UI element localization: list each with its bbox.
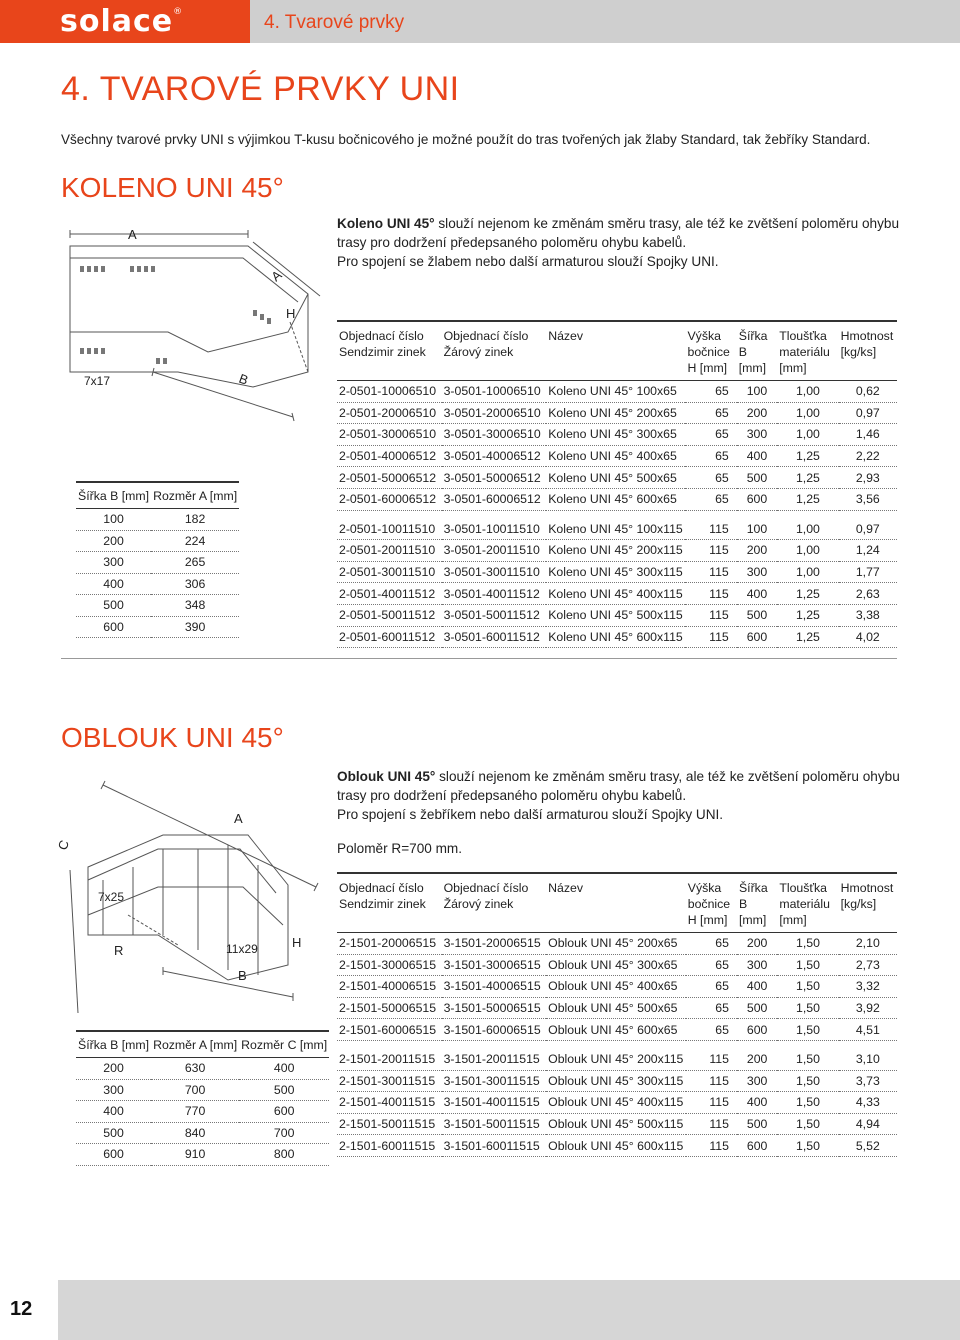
page-number: 12 — [10, 1298, 33, 1320]
oblouk-label-h: H — [292, 935, 302, 950]
group-gap — [337, 510, 897, 519]
table-cell: 3-0501-10006510 — [442, 381, 547, 403]
table-cell: 2-1501-20011515 — [337, 1049, 442, 1070]
gap-cell — [337, 1040, 897, 1049]
table-row — [337, 519, 897, 540]
brand-name: solace — [60, 4, 174, 39]
column-header: Objednací číslo Sendzimir zinek — [337, 873, 442, 933]
table-cell: 100 — [76, 509, 151, 531]
table-cell: 1,50 — [777, 954, 838, 976]
koleno-product-table — [337, 320, 897, 648]
table-row — [337, 402, 897, 424]
oblouk-label-c: C — [54, 838, 73, 853]
table-cell: 3-1501-60011515 — [442, 1135, 547, 1157]
table-row — [337, 561, 897, 583]
table-cell: 910 — [151, 1144, 239, 1166]
table-cell: 700 — [239, 1122, 329, 1144]
section-divider — [61, 658, 897, 659]
table-cell: 3-0501-20006510 — [442, 402, 547, 424]
column-header: Název — [546, 873, 686, 933]
table-cell: 2-1501-30006515 — [337, 954, 442, 976]
table-cell: 1,50 — [777, 1113, 838, 1135]
oblouk-desc-text: slouží nejenom ke změnám směru trasy, ale též ke zvětšení poloměru ohybu trasy pro dodržení předepsaného poloměru ohybu kabelů. — [337, 769, 900, 803]
table-cell: 200 — [737, 1049, 777, 1070]
table-cell: 2-0501-10006510 — [337, 381, 442, 403]
table-row — [337, 626, 897, 648]
table-cell: 4,02 — [839, 626, 897, 648]
table-cell: 2-0501-20006510 — [337, 402, 442, 424]
table-row — [337, 1070, 897, 1092]
table-cell: 1,25 — [777, 604, 838, 626]
table-cell: 1,46 — [839, 424, 897, 446]
table-cell: 3-1501-20011515 — [442, 1049, 547, 1070]
oblouk-desc-line2: Pro spojení s žebříkem nebo další armaturou slouží Spojky UNI. — [337, 807, 724, 822]
table-cell: Koleno UNI 45° 100x115 — [546, 519, 685, 540]
table-cell: 65 — [686, 954, 737, 976]
table-cell: 400 — [737, 583, 777, 605]
oblouk-label-hole1: 7x25 — [98, 890, 125, 904]
table-cell: 2-1501-30011515 — [337, 1070, 442, 1092]
table-cell: 300 — [737, 561, 777, 583]
table-cell: 300 — [737, 1070, 777, 1092]
table-row — [76, 573, 239, 595]
koleno-label-a2: A — [268, 267, 285, 285]
table-cell: 2,93 — [839, 467, 897, 489]
table-row — [337, 381, 897, 403]
table-cell: 840 — [151, 1122, 239, 1144]
table-cell: Koleno UNI 45° 500x65 — [546, 467, 685, 489]
table-cell: 3,10 — [839, 1049, 897, 1070]
table-row — [76, 509, 239, 531]
table-cell: 3-1501-40011515 — [442, 1092, 547, 1114]
table-cell: 3-0501-60006512 — [442, 488, 547, 510]
table-row — [337, 604, 897, 626]
table-cell: 1,50 — [777, 976, 838, 998]
column-header: Objednací číslo Žárový zinek — [442, 873, 547, 933]
table-cell: 115 — [685, 583, 736, 605]
table-cell: 3-1501-20006515 — [442, 933, 547, 955]
column-header: Šířka B [mm] — [737, 873, 777, 933]
koleno-label-a1: A — [128, 227, 137, 242]
table-cell: 300 — [76, 1079, 151, 1101]
table-cell: 2-1501-40006515 — [337, 976, 442, 998]
table-cell: 4,94 — [839, 1113, 897, 1135]
column-header: Šířka B [mm] — [737, 321, 777, 381]
table-cell: 65 — [685, 424, 736, 446]
oblouk-size-table — [76, 1030, 329, 1166]
table-cell: 400 — [737, 976, 777, 998]
koleno-label-b: B — [236, 370, 251, 388]
table-cell: 115 — [685, 561, 736, 583]
table-cell: 1,00 — [777, 519, 838, 540]
column-header: Rozměr A [mm] — [151, 482, 239, 509]
table-cell: 3,73 — [839, 1070, 897, 1092]
table-cell: 3,92 — [839, 997, 897, 1019]
table-cell: Koleno UNI 45° 600x65 — [546, 488, 685, 510]
table-cell: Koleno UNI 45° 500x115 — [546, 604, 685, 626]
table-cell: 200 — [737, 402, 777, 424]
table-cell: 1,00 — [777, 424, 838, 446]
table-cell: 200 — [737, 540, 777, 562]
table-cell: 3-1501-50011515 — [442, 1113, 547, 1135]
column-header: Šířka B [mm] — [76, 1031, 151, 1058]
table-cell: 224 — [151, 530, 239, 552]
table-cell: 770 — [151, 1101, 239, 1123]
table-cell: Oblouk UNI 45° 400x65 — [546, 976, 686, 998]
table-cell: 600 — [76, 1144, 151, 1166]
column-header: Tloušťka materiálu [mm] — [777, 321, 838, 381]
section-tag: 4. Tvarové prvky — [264, 12, 405, 33]
table-cell: 400 — [76, 1101, 151, 1123]
table-cell: 630 — [151, 1058, 239, 1080]
table-row — [337, 424, 897, 446]
oblouk-desc-bold: Oblouk UNI 45° — [337, 769, 436, 784]
table-row — [337, 976, 897, 998]
table-cell: 300 — [737, 954, 777, 976]
table-cell: 400 — [737, 1092, 777, 1114]
table-cell: 65 — [686, 997, 737, 1019]
table-cell: 2-0501-30006510 — [337, 424, 442, 446]
table-cell: 1,50 — [777, 933, 838, 955]
table-cell: 2-0501-30011510 — [337, 561, 442, 583]
oblouk-radius: Poloměr R=700 mm. — [337, 841, 463, 856]
table-row — [337, 997, 897, 1019]
table-cell: 3-0501-30011510 — [442, 561, 547, 583]
table-cell: 3-1501-40006515 — [442, 976, 547, 998]
table-cell: 600 — [737, 1019, 777, 1041]
table-cell: 800 — [239, 1144, 329, 1166]
table-row — [337, 540, 897, 562]
column-header: Výška bočnice H [mm] — [686, 873, 737, 933]
group-gap — [337, 1040, 897, 1049]
table-row — [76, 1058, 329, 1080]
table-cell: 200 — [737, 933, 777, 955]
table-cell: 1,25 — [777, 445, 838, 467]
table-cell: 1,50 — [777, 997, 838, 1019]
table-cell: 65 — [685, 467, 736, 489]
table-cell: 2-0501-60011512 — [337, 626, 442, 648]
koleno-title: KOLENO UNI 45° — [61, 172, 284, 203]
intro-text: Všechny tvarové prvky UNI s výjimkou T-kusu bočnicového je možné použít do tras tvořených jak žlaby Standard, tak žebříky Standard. — [61, 132, 871, 147]
table-cell: 3,56 — [839, 488, 897, 510]
table-cell: 3-1501-30006515 — [442, 954, 547, 976]
table-cell: 1,25 — [777, 626, 838, 648]
oblouk-title: OBLOUK UNI 45° — [61, 722, 284, 753]
oblouk-label-a: A — [234, 811, 243, 826]
table-cell: 500 — [737, 604, 777, 626]
table-cell: 115 — [686, 1113, 737, 1135]
table-row — [337, 954, 897, 976]
table-cell: 500 — [76, 1122, 151, 1144]
gap-cell — [337, 510, 897, 519]
table-cell: 348 — [151, 595, 239, 617]
table-cell: 200 — [76, 530, 151, 552]
table-cell: 65 — [685, 381, 736, 403]
table-cell: 600 — [239, 1101, 329, 1123]
oblouk-label-r: R — [114, 943, 124, 958]
table-cell: 400 — [76, 573, 151, 595]
table-row — [337, 1092, 897, 1114]
table-cell: Oblouk UNI 45° 200x65 — [546, 933, 686, 955]
table-row — [337, 933, 897, 955]
table-cell: 1,50 — [777, 1135, 838, 1157]
table-cell: 3-0501-40011512 — [442, 583, 547, 605]
table-cell: Koleno UNI 45° 400x65 — [546, 445, 685, 467]
table-cell: 1,00 — [777, 561, 838, 583]
table-cell: Koleno UNI 45° 100x65 — [546, 381, 685, 403]
table-cell: 400 — [239, 1058, 329, 1080]
table-cell: Oblouk UNI 45° 600x115 — [546, 1135, 686, 1157]
column-header: Rozměr A [mm] — [151, 1031, 239, 1058]
table-cell: 2-0501-60006512 — [337, 488, 442, 510]
table-cell: Oblouk UNI 45° 600x65 — [546, 1019, 686, 1041]
page-title: 4. TVAROVÉ PRVKY UNI — [61, 70, 460, 108]
table-cell: 115 — [686, 1070, 737, 1092]
koleno-drawing — [58, 222, 328, 422]
table-row — [76, 595, 239, 617]
oblouk-product-table — [337, 872, 897, 1157]
table-row — [76, 1122, 329, 1144]
table-cell: 2,63 — [839, 583, 897, 605]
koleno-desc-line2: Pro spojení se žlabem nebo další armaturou slouží Spojky UNI. — [337, 254, 719, 269]
table-cell: 2-0501-20011510 — [337, 540, 442, 562]
table-cell: 5,52 — [839, 1135, 897, 1157]
table-cell: Koleno UNI 45° 300x115 — [546, 561, 685, 583]
table-cell: Oblouk UNI 45° 200x115 — [546, 1049, 686, 1070]
table-cell: 600 — [737, 626, 777, 648]
table-cell: 1,00 — [777, 381, 838, 403]
table-cell: 2-1501-60006515 — [337, 1019, 442, 1041]
column-header: Výška bočnice H [mm] — [685, 321, 736, 381]
oblouk-label-b: B — [238, 968, 247, 983]
table-cell: 1,00 — [777, 540, 838, 562]
column-header: Tloušťka materiálu [mm] — [777, 873, 838, 933]
column-header: Šířka B [mm] — [76, 482, 151, 509]
table-cell: 600 — [737, 488, 777, 510]
table-cell: 182 — [151, 509, 239, 531]
table-cell: 3,32 — [839, 976, 897, 998]
table-cell: 3-0501-50011512 — [442, 604, 547, 626]
table-cell: 115 — [685, 519, 736, 540]
table-cell: 2-1501-60011515 — [337, 1135, 442, 1157]
table-header-row — [76, 482, 239, 509]
table-cell: 2-1501-40011515 — [337, 1092, 442, 1114]
table-cell: 300 — [737, 424, 777, 446]
table-cell: 115 — [686, 1049, 737, 1070]
table-cell: 115 — [685, 626, 736, 648]
table-cell: 1,50 — [777, 1092, 838, 1114]
table-cell: Koleno UNI 45° 600x115 — [546, 626, 685, 648]
column-header: Hmotnost [kg/ks] — [839, 321, 897, 381]
table-cell: 3-1501-60006515 — [442, 1019, 547, 1041]
oblouk-label-hole2: 11x29 — [226, 942, 258, 956]
table-cell: 0,97 — [839, 519, 897, 540]
table-cell: 2-0501-50006512 — [337, 467, 442, 489]
table-cell: 1,50 — [777, 1049, 838, 1070]
table-cell: 115 — [686, 1092, 737, 1114]
table-cell: 3-0501-30006510 — [442, 424, 547, 446]
table-cell: 1,50 — [777, 1070, 838, 1092]
column-header: Objednací číslo Žárový zinek — [442, 321, 547, 381]
table-row — [76, 1144, 329, 1166]
table-cell: 3-1501-50006515 — [442, 997, 547, 1019]
table-cell: 65 — [685, 488, 736, 510]
koleno-label-hole: 7x17 — [84, 374, 111, 388]
brand-logo — [60, 4, 183, 39]
table-header-row — [337, 321, 897, 381]
table-cell: 3-0501-60011512 — [442, 626, 547, 648]
table-cell: Oblouk UNI 45° 300x65 — [546, 954, 686, 976]
table-cell: 3-0501-10011510 — [442, 519, 547, 540]
table-cell: 65 — [685, 402, 736, 424]
table-cell: Oblouk UNI 45° 300x115 — [546, 1070, 686, 1092]
column-header: Rozměr C [mm] — [239, 1031, 329, 1058]
table-cell: 1,25 — [777, 583, 838, 605]
table-row — [76, 1101, 329, 1123]
table-cell: 3,38 — [839, 604, 897, 626]
column-header: Objednací číslo Sendzimir zinek — [337, 321, 442, 381]
table-cell: 500 — [239, 1079, 329, 1101]
table-cell: 400 — [737, 445, 777, 467]
table-row — [337, 1113, 897, 1135]
table-cell: 0,97 — [839, 402, 897, 424]
table-cell: 2,22 — [839, 445, 897, 467]
table-cell: 600 — [737, 1135, 777, 1157]
table-cell: 700 — [151, 1079, 239, 1101]
oblouk-description — [337, 767, 917, 824]
table-row — [337, 1049, 897, 1070]
table-cell: 500 — [76, 595, 151, 617]
table-cell: 500 — [737, 997, 777, 1019]
table-row — [337, 583, 897, 605]
table-row — [337, 445, 897, 467]
table-header-row — [76, 1031, 329, 1058]
table-cell: 500 — [737, 467, 777, 489]
table-cell: 300 — [76, 552, 151, 574]
table-cell: 2-1501-50011515 — [337, 1113, 442, 1135]
table-cell: 306 — [151, 573, 239, 595]
table-cell: 115 — [686, 1135, 737, 1157]
table-cell: 2-0501-40006512 — [337, 445, 442, 467]
table-cell: 2,73 — [839, 954, 897, 976]
table-row — [76, 616, 239, 638]
table-cell: Oblouk UNI 45° 400x115 — [546, 1092, 686, 1114]
table-row — [76, 530, 239, 552]
table-cell: 3-1501-30011515 — [442, 1070, 547, 1092]
table-cell: 1,24 — [839, 540, 897, 562]
table-cell: 4,33 — [839, 1092, 897, 1114]
table-cell: 600 — [76, 616, 151, 638]
table-cell: 500 — [737, 1113, 777, 1135]
footer-bar — [0, 1280, 960, 1340]
table-cell: 2-0501-40011512 — [337, 583, 442, 605]
table-cell: Oblouk UNI 45° 500x65 — [546, 997, 686, 1019]
table-cell: 1,77 — [839, 561, 897, 583]
table-cell: 115 — [685, 540, 736, 562]
table-cell: 1,00 — [777, 402, 838, 424]
column-header: Název — [546, 321, 685, 381]
koleno-size-table — [76, 481, 239, 638]
table-cell: Oblouk UNI 45° 500x115 — [546, 1113, 686, 1135]
koleno-desc-text: slouží nejenom ke změnám směru trasy, ale též ke zvětšení poloměru ohybu trasy pro dodržení předepsaného poloměru ohybu kabelů. — [337, 216, 900, 250]
table-cell: 1,50 — [777, 1019, 838, 1041]
table-cell: 65 — [686, 976, 737, 998]
table-row — [76, 1079, 329, 1101]
table-cell: 65 — [686, 1019, 737, 1041]
table-cell: 2,10 — [839, 933, 897, 955]
table-cell: 65 — [686, 933, 737, 955]
table-cell: 65 — [685, 445, 736, 467]
table-cell: 2-1501-20006515 — [337, 933, 442, 955]
table-cell: 2-1501-50006515 — [337, 997, 442, 1019]
koleno-desc-bold: Koleno UNI 45° — [337, 216, 435, 231]
table-row — [337, 1019, 897, 1041]
oblouk-drawing — [54, 775, 328, 1015]
table-row — [337, 467, 897, 489]
registered-mark: ® — [173, 7, 184, 17]
table-row — [76, 552, 239, 574]
table-row — [337, 1135, 897, 1157]
table-cell: 200 — [76, 1058, 151, 1080]
table-cell: 115 — [685, 604, 736, 626]
table-row — [337, 488, 897, 510]
table-cell: 2-0501-10011510 — [337, 519, 442, 540]
table-cell: 3-0501-40006512 — [442, 445, 547, 467]
table-cell: 1,25 — [777, 488, 838, 510]
table-cell: 390 — [151, 616, 239, 638]
table-cell: 0,62 — [839, 381, 897, 403]
table-cell: Koleno UNI 45° 400x115 — [546, 583, 685, 605]
table-header-row — [337, 873, 897, 933]
table-cell: 4,51 — [839, 1019, 897, 1041]
table-cell: 265 — [151, 552, 239, 574]
table-cell: 100 — [737, 519, 777, 540]
koleno-description — [337, 214, 917, 271]
table-cell: Koleno UNI 45° 200x65 — [546, 402, 685, 424]
table-cell: 1,25 — [777, 467, 838, 489]
table-cell: 100 — [737, 381, 777, 403]
column-header: Hmotnost [kg/ks] — [839, 873, 897, 933]
table-cell: Koleno UNI 45° 200x115 — [546, 540, 685, 562]
table-cell: 3-0501-50006512 — [442, 467, 547, 489]
table-cell: 3-0501-20011510 — [442, 540, 547, 562]
koleno-label-h: H — [286, 306, 296, 321]
table-cell: 2-0501-50011512 — [337, 604, 442, 626]
table-cell: Koleno UNI 45° 300x65 — [546, 424, 685, 446]
